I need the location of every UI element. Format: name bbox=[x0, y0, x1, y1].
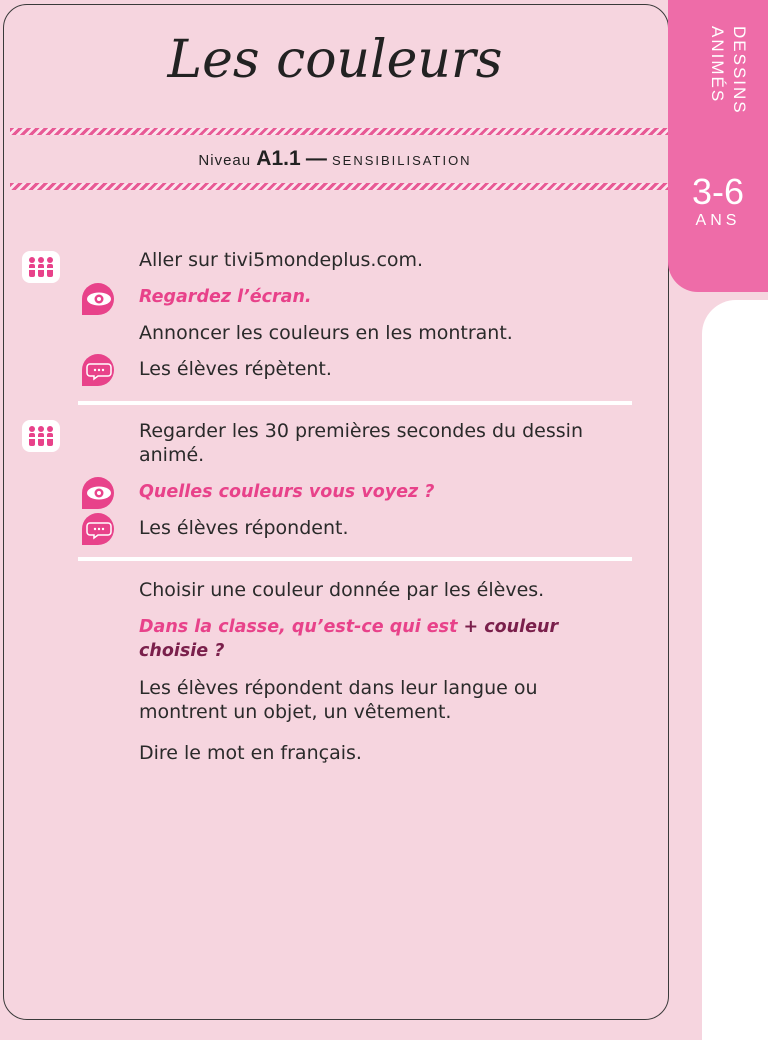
age-badge bbox=[668, 172, 768, 230]
card-stack-edge bbox=[702, 300, 768, 1040]
category-label bbox=[690, 26, 750, 126]
group-icon bbox=[22, 420, 60, 452]
category-line-2: ANIMÉS bbox=[708, 26, 727, 104]
prompt-which-colors: Quelles couleurs vous voyez ? bbox=[139, 482, 435, 502]
step-students-respond-line-2: montrent un objet, un vêtement. bbox=[139, 701, 452, 723]
rope-divider-top bbox=[10, 128, 668, 135]
speech-bubble-icon bbox=[80, 354, 120, 386]
step-students-respond-language bbox=[139, 676, 639, 724]
prompt-in-classroom-part-3: choisie ? bbox=[139, 641, 225, 661]
group-icon bbox=[22, 251, 60, 283]
step-students-answer: Les élèves répondent. bbox=[139, 517, 349, 539]
prompt-look-at-screen: Regardez l’écran. bbox=[139, 287, 312, 307]
category-line-1: DESSINS bbox=[730, 26, 749, 115]
step-say-word-french: Dire le mot en français. bbox=[139, 742, 362, 764]
level-line bbox=[0, 147, 670, 171]
section-divider-2 bbox=[78, 557, 632, 561]
step-announce-colors: Annoncer les couleurs en les montrant. bbox=[139, 322, 513, 344]
level-code: A1.1 bbox=[256, 147, 301, 170]
prompt-in-classroom bbox=[139, 615, 639, 663]
step-go-to-website: Aller sur tivi5mondeplus.com. bbox=[139, 249, 424, 271]
page-title: Les couleurs bbox=[167, 30, 503, 90]
speech-bubble-icon bbox=[80, 513, 120, 545]
step-watch-cartoon-line-1: Regarder les 30 premières secondes du dessin bbox=[139, 420, 583, 442]
step-choose-color: Choisir une couleur donnée par les élèves. bbox=[139, 579, 545, 601]
prompt-in-classroom-part-2: + couleur bbox=[463, 617, 559, 637]
section-divider-1 bbox=[78, 401, 632, 405]
level-dash: — bbox=[305, 147, 327, 170]
step-watch-cartoon-line-2: animé. bbox=[139, 444, 205, 466]
eye-icon bbox=[80, 283, 120, 315]
step-students-respond-line-1: Les élèves répondent dans leur langue ou bbox=[139, 677, 538, 699]
age-range: 3-6 bbox=[691, 171, 745, 212]
rope-divider-bottom bbox=[10, 183, 668, 190]
step-students-repeat: Les élèves répètent. bbox=[139, 358, 332, 380]
eye-icon bbox=[80, 477, 120, 509]
step-watch-cartoon bbox=[139, 419, 639, 467]
age-unit: ANS bbox=[695, 212, 741, 229]
prompt-in-classroom-part-1: Dans la classe, qu’est-ce qui est bbox=[139, 617, 458, 637]
level-stage: SENSIBILISATION bbox=[332, 153, 472, 168]
level-prefix: Niveau bbox=[198, 152, 252, 169]
